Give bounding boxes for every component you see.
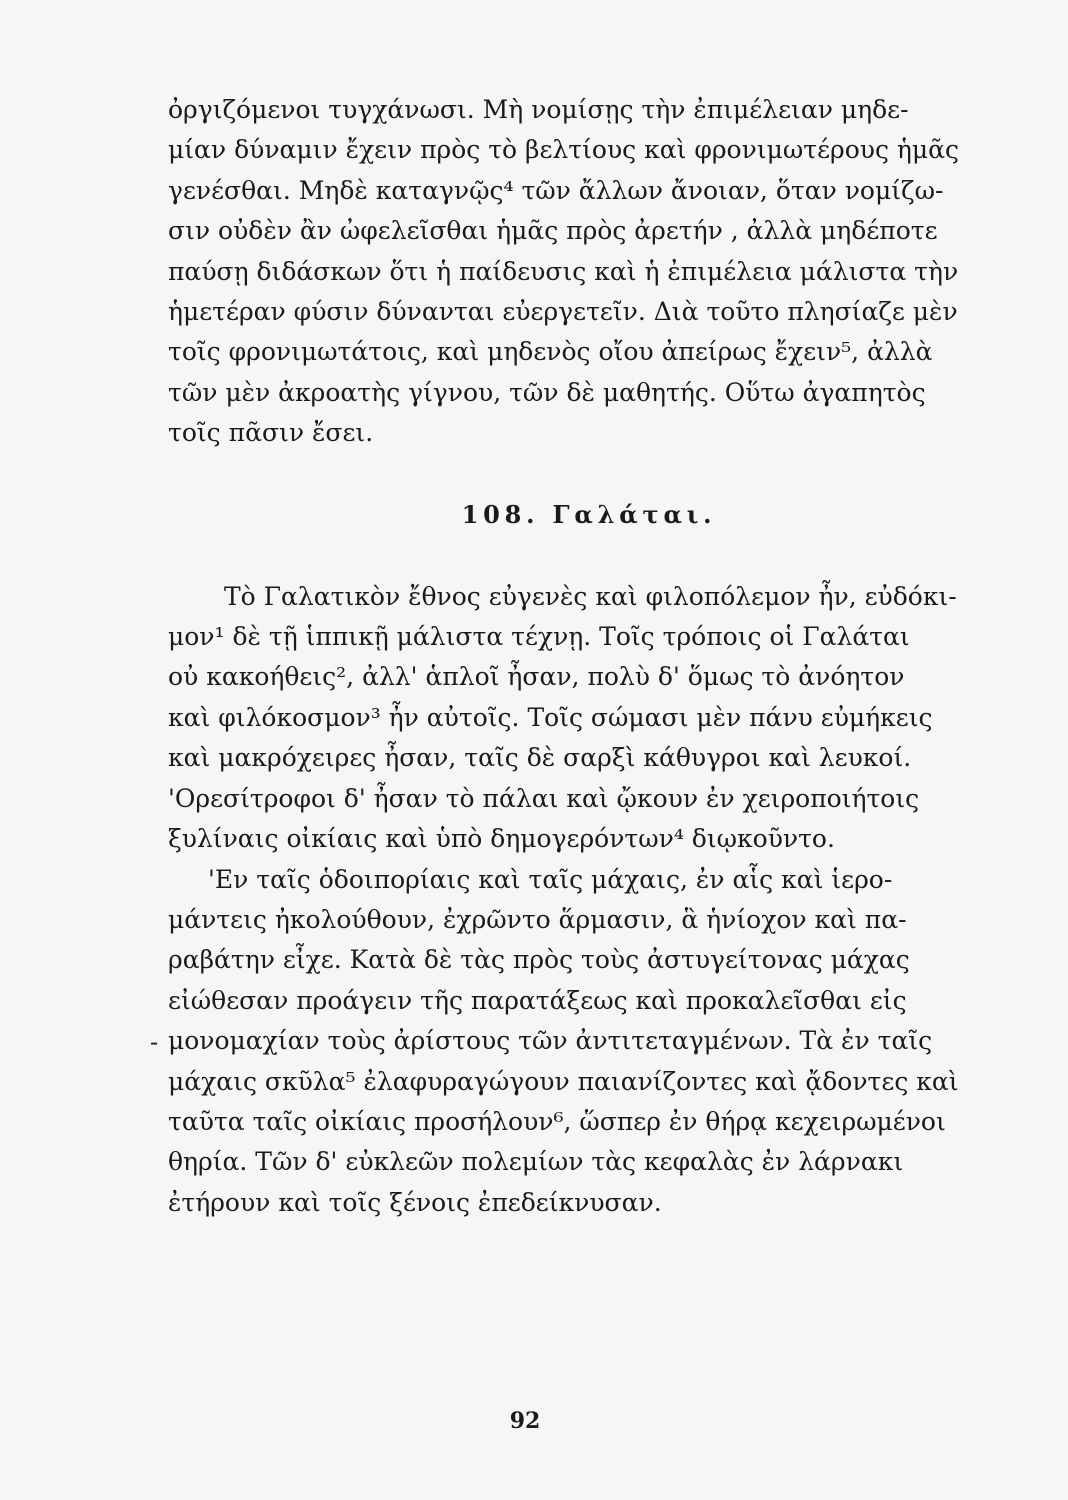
text-line: τοῖς φρονιμωτάτοις, καὶ μηδενὸς οἴου ἀπείρως ἔχειν⁵, ἀλλὰ: [168, 337, 933, 367]
text-line: ραβάτην εἶχε. Κατὰ δὲ τὰς πρὸς τοὺς ἀστυγείτονας μάχας: [168, 945, 910, 975]
text-line: 'Ορεσίτροφοι δ' ἦσαν τὸ πάλαι καὶ ᾤκουν ἐν χειροποιήτοις: [168, 783, 920, 813]
paragraph-galatians-1: [168, 577, 1038, 860]
text-line: σιν οὐδὲν ἂν ὠφελεῖσθαι ἡμᾶς πρὸς ἀρετήν , ἀλλὰ μηδέποτε: [168, 216, 938, 246]
text-line: καὶ φιλόκοσμον³ ἦν αὐτοῖς. Τοῖς σώμασι μὲν πάνυ εὐμήκεις: [168, 702, 933, 732]
text-line: μάντεις ἠκολούθουν, ἐχρῶντο ἅρμασιν, ἃ ἡνίοχον καὶ πα-: [168, 904, 907, 934]
text-line: ὀργιζόμενοι τυγχάνωσι. Μὴ νομίσῃς τὴν ἐπιμέλειαν μηδε-: [168, 95, 909, 124]
text-line: ἐτήρουν καὶ τοῖς ξένοις ἐπεδείκνυσαν.: [168, 1187, 662, 1217]
text-line: τοῖς πᾶσιν ἔσει.: [168, 418, 374, 448]
paragraph-continued: [168, 90, 1038, 454]
text-line: 'Εν ταῖς ὁδοιπορίαις καὶ ταῖς μάχαις, ἐν αἷς καὶ ἱερο-: [208, 864, 893, 894]
text-line: μίαν δύναμιν ἔχειν πρὸς τὸ βελτίους καὶ φρονιμωτέρους ἡμᾶς: [168, 135, 960, 165]
text-line: παύσῃ διδάσκων ὅτι ἡ παίδευσις καὶ ἡ ἐπιμέλεια μάλιστα τὴν: [168, 256, 959, 286]
text-line: ξυλίναις οἰκίαις καὶ ὑπὸ δημογερόντων⁴ διῳκοῦντο.: [168, 824, 835, 854]
text-line: τῶν μὲν ἀκροατὴς γίγνου, τῶν δὲ μαθητής. Οὕτω ἀγαπητὸς: [168, 377, 926, 407]
text-line: καὶ μακρόχειρες ἦσαν, ταῖς δὲ σαρξὶ κάθυγροι καὶ λευκοί.: [168, 743, 912, 773]
text-line: Τὸ Γαλατικὸν ἔθνος εὐγενὲς καὶ φιλοπόλεμον ἦν, εὐδόκι-: [224, 581, 957, 611]
text-line: μονομαχίαν τοὺς ἀρίστους τῶν ἀντιτεταγμένων. Τὰ ἐν ταῖς: [168, 1026, 933, 1056]
margin-mark: -: [150, 1028, 159, 1056]
text-line: γενέσθαι. Μηδὲ καταγνῷς⁴ τῶν ἄλλων ἄνοιαν, ὅταν νομίζω-: [168, 175, 944, 205]
text-line: μάχαις σκῦλα⁵ ἐλαφυραγώγουν παιανίζοντες καὶ ᾄδοντες καὶ: [168, 1066, 959, 1096]
text-line: εἰώθεσαν προάγειν τῆς παρατάξεως καὶ προκαλεῖσθαι εἰς: [168, 985, 907, 1015]
text-line: θηρία. Τῶν δ' εὐκλεῶν πολεμίων τὰς κεφαλὰς ἐν λάρνακι: [168, 1147, 904, 1177]
text-line: ἡμετέραν φύσιν δύνανται εὐεργετεῖν. Διὰ τοῦτο πλησίαζε μὲν: [168, 297, 958, 327]
text-line: ταῦτα ταῖς οἰκίαις προσήλουν⁶, ὥσπερ ἐν θήρᾳ κεχειρωμένοι: [168, 1106, 946, 1136]
text-line: οὐ κακοήθεις², ἀλλ' ἁπλοῖ ἦσαν, πολὺ δ' ὅμως τὸ ἀνόητον: [168, 662, 905, 692]
section-heading: 108. Γαλάται.: [461, 499, 717, 529]
text-line: μον¹ δὲ τῇ ἱππικῇ μάλιστα τέχνῃ. Τοῖς τρόποις οἱ Γαλάται: [168, 622, 910, 652]
paragraph-galatians-2: [168, 860, 1038, 1224]
page-number: 92: [509, 1408, 541, 1434]
